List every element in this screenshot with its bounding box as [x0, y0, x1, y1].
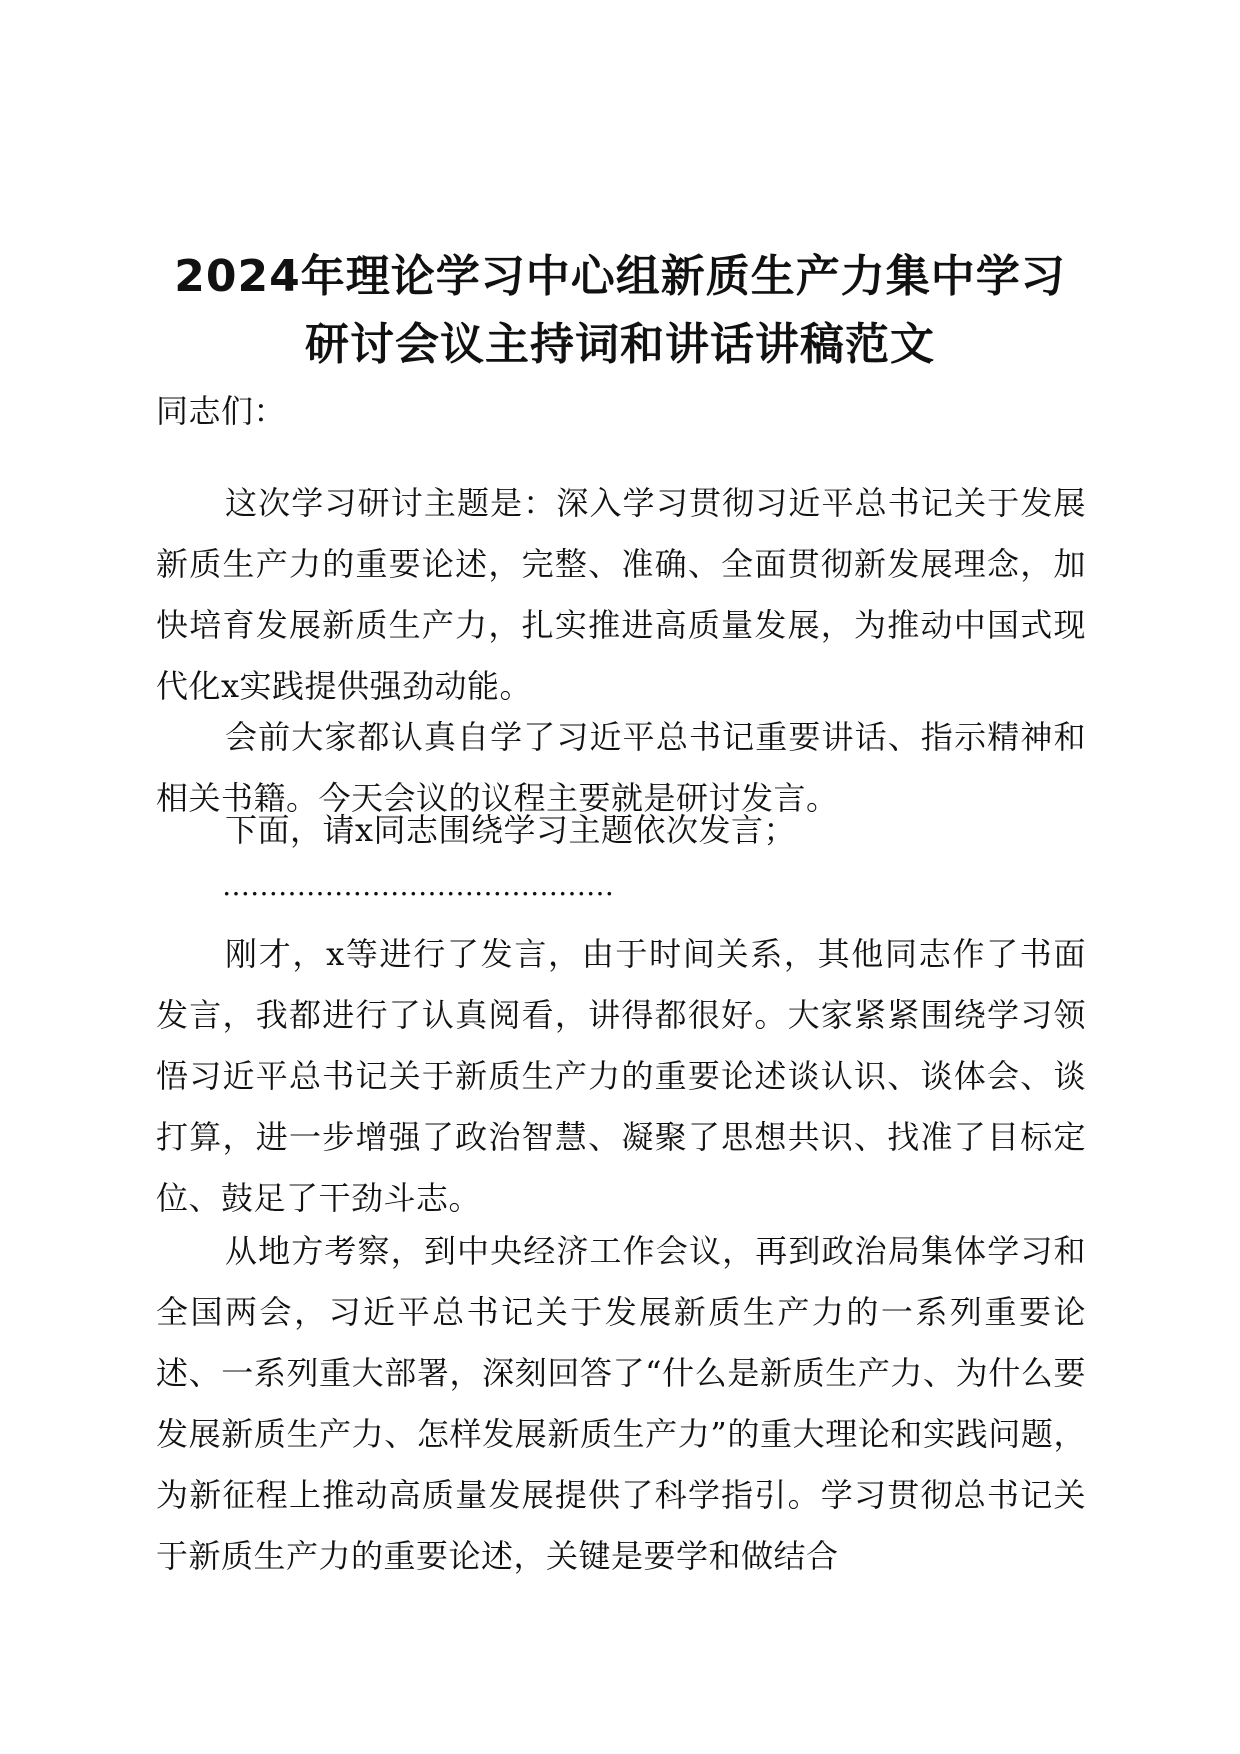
- paragraph-speaking-order: 下面，请x同志围绕学习主题依次发言；: [225, 811, 797, 849]
- paragraph-theme: 这次学习研讨主题是：深入学习贯彻习近平总书记关于发展新质生产力的重要论述，完整、准确、全面贯彻新发展理念，加快培育发展新质生产力，扎实推进高质量发展，为推动中国式现代化x实践提供强劲动能。: [156, 484, 1086, 705]
- document-title-line-1: 2024年理论学习中心组新质生产力集中学习: [174, 251, 1066, 302]
- paragraph-summary: 刚才，x等进行了发言，由于时间关系，其他同志作了书面发言，我都进行了认真阅看，讲得都很好。大家紧紧围绕学习领悟习近平总书记关于新质生产力的重要论述谈认识、谈体会、谈打算，进一步增强了政治智慧、凝聚了思想共识、找准了目标定位、鼓足了干劲斗志。: [156, 935, 1086, 1217]
- document-title-line-2: 研讨会议主持词和讲话讲稿范文: [305, 319, 935, 370]
- paragraph-new-productivity: 从地方考察，到中央经济工作会议，再到政治局集体学习和全国两会，习近平总书记关于发展新质生产力的一系列重要论述、一系列重大部署，深刻回答了“什么是新质生产力、为什么要发展新质生产力、怎样发展新质生产力”的重大理论和实践问题，为新征程上推动高质量发展提供了科学指引。学习贯彻总书记关于新质生产力的重要论述，关键是要学和做结合: [156, 1232, 1086, 1575]
- paragraph-preparation: 会前大家都认真自学了习近平总书记重要讲话、指示精神和相关书籍。今天会议的议程主要就是研讨发言。: [156, 718, 1086, 817]
- ellipsis-separator: ……………………………………: [222, 869, 614, 902]
- salutation: 同志们：: [156, 392, 287, 430]
